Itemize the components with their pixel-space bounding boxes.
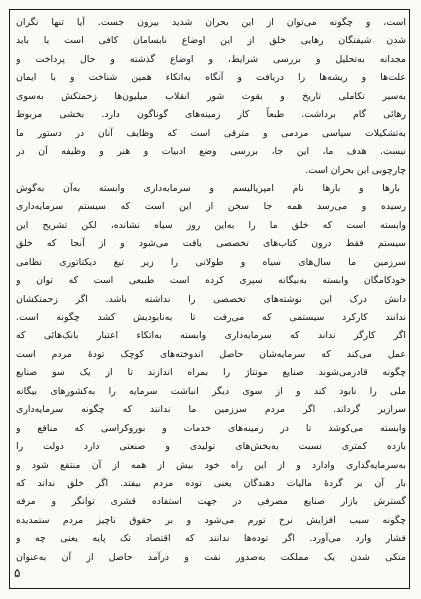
text-line: خودکامگان وابسته به‌بیگانه سپری کرده است طبیعی است که توان و [16,275,406,287]
text-line: به‌تشکیلات سیاسی مردمی و مترقی است که وظایف آنان در دستور ما [16,127,406,139]
page-number: ۵ [14,566,21,580]
text-line: دانش درک این نوشته‌های تخصصی را نداشته باشد. اگر زحمتکشان [16,293,406,305]
text-line: فشار وارد می‌آورد. اگر توده‌ها ندانند که اقتصاد تک پایه یعنی چه و [16,533,406,545]
text-line: گسترش بازار صنایع مصرفی در جهت استفاده قشری توانگر و مرفه [16,496,406,508]
text-line: عمل می‌کند که سرمایه‌شان حاصل اندوخته‌های کوچک تودهٔ مردم است [16,348,406,360]
text-line: چگونه قادرمی‌شوند صنایع مونتاژ را بمراه اندازند تا از یک سو صنایع [16,367,406,379]
text-line: نیست. هدف ما، این جا، بررسی وضع ادبیات و هنر و وظیفه آن در [16,146,406,158]
text-line: بارها و بارها نام امپریالیسم و سرمایه‌داری وابسته به‌آن به‌گوش [16,182,400,194]
text-line: رهائی گام برداشت. طبعاً کار زمینه‌های گوناگون دارد. بخشی مربوط [16,109,406,121]
text-line: وابسته می‌کوشد تا در زمینه‌های خدمات و بوروکراسی که منافع و [16,422,406,434]
text-line: به‌سرمایه‌گذاری وادارد و از این راه خود بیش از همه از آن منتفع شود و [16,459,406,471]
text-line: ملی را نابود کند و از سوی دیگر انباشت سرمایه را به‌کشورهای بیگانه [16,385,406,397]
text-line: مجدانه به‌تحلیل و بررسی شرایط، و اوضاع گذشته و حال پرداخت و [16,53,406,65]
text-line: بار آن بر گردهٔ مالیات دهندگان یعنی توده مردم بیفتد. اگر خلق نداند که [16,477,406,489]
text-line: چارچوبی این بحران است. [305,164,406,176]
text-line: ندانند کارکرد سیستمی که می‌رفت تا به‌نابودیش کشد چگونه است. [16,312,406,323]
text-line: بازده کمتری نسبت به‌بخش‌های تولیدی و صنعتی دارد دولت را [16,441,406,453]
text-line: به‌سیر تکاملی تاریخ و بقوت شور انقلاب میلیون‌ها زحمتکش به‌سوی [16,90,406,102]
text-line: وابسته است که خلق ما را به‌این روز سیاه نشانده، لکن تشریح این [16,219,406,231]
text-line: رسیده و می‌رسد همه جا سخن از این است که سیستم سرمایه‌داری [16,201,406,213]
text-line: سیستم فقط درون کتاب‌های تخصصی یافت می‌شود و از آنجا که خلق [16,238,406,250]
text-line: علت‌ها و ریشه‌ها را دریافت و آنگاه به‌اتکاء همین شناخت و با ایمان [16,72,406,84]
text-line: اگر کارگر نداند که سرمایه‌داری وابسته به‌اتکاء اعتبار بانک‌هائی که [16,330,406,342]
text-line: شدن شیفتگان رهایی خلق از این اوضاع نابسامان کافی است یا باید [16,35,406,47]
text-line: سرازیر گرداند. اگر مردم سرزمین ما ندانند که چگونه سرمایه‌داری [16,404,406,416]
body-text [16,14,406,567]
text-line: است، و چگونه می‌توان از این بحران شدید بیرون جست. آیا تنها نگران [16,17,406,28]
text-line: چگونه سبب افزایش نرخ تورم می‌شود و بر حقوق ناچیز مردم ستمدیده [16,514,406,526]
text-line: سرزمین ما سال‌های سیاه و طولانی را زیر تیغ دیکتاتوری نظامی [16,256,406,268]
text-line: متکی شدن یک مملکت به‌صدور نفت و درآمد حاصل از آن به‌عنوان [16,551,406,563]
